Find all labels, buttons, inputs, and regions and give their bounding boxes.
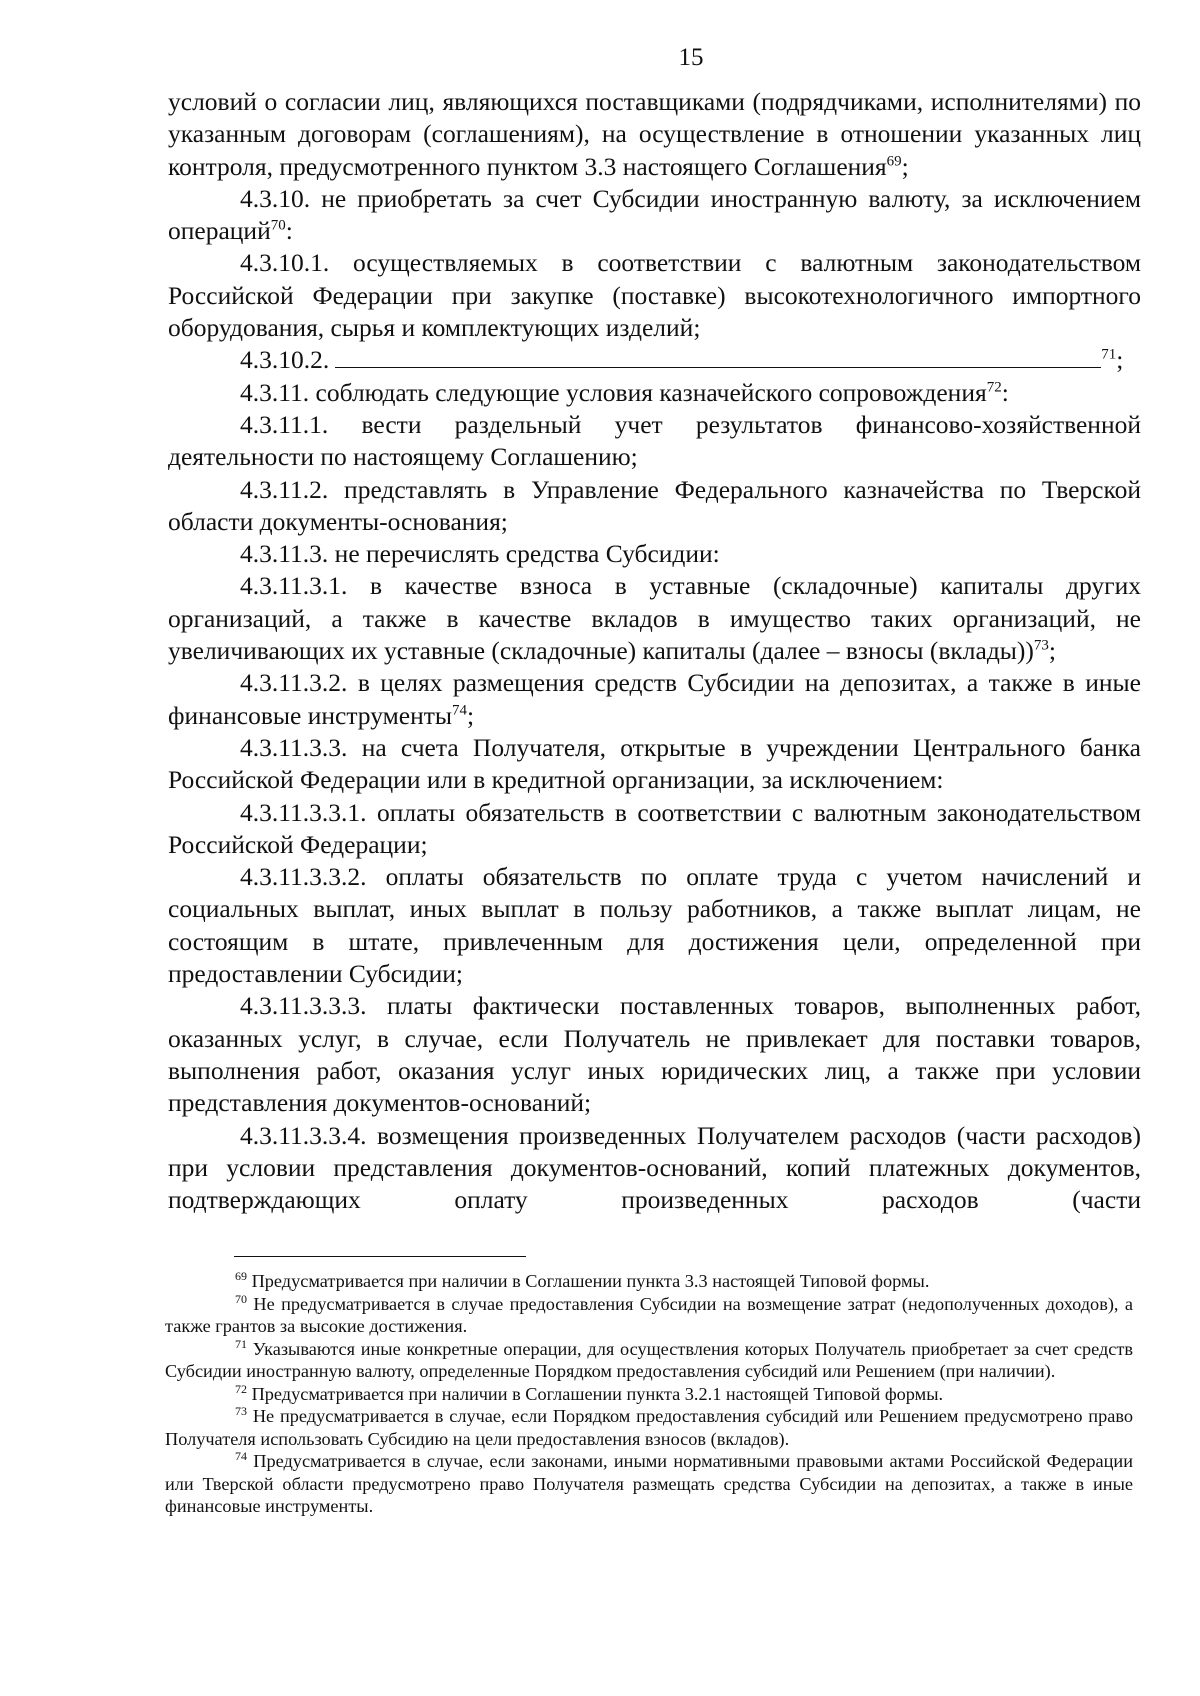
punctuation: : (1001, 377, 1009, 407)
footnote-70 (165, 1293, 1133, 1338)
paragraph-text: 4.3.11. соблюдать следующие условия казначейского сопровождения (240, 377, 987, 407)
paragraph-text: 4.3.11.2. представлять в Управление Федерального казначейства по Тверской области документы-основания; (168, 474, 1141, 536)
footnote-text: Предусматривается при наличии в Соглашении пункта 3.2.1 настоящей Типовой формы. (251, 1383, 944, 1404)
punctuation: : (285, 216, 293, 246)
clause-4-3-11-2 (168, 474, 1141, 539)
paragraph-text: 4.3.10. не приобретать за счет Субсидии иностранную валюту, за исключением операций (168, 183, 1141, 246)
punctuation: ; (1116, 345, 1124, 375)
clause-4-3-11-3-1 (168, 570, 1141, 667)
clause-4-3-11-3-3-2 (168, 861, 1141, 990)
punctuation: ; (901, 151, 909, 181)
paragraph-text: 4.3.11.3.2. в целях размещения средств Субсидии на депозитах, а также в иные финансовые инструменты (168, 668, 1141, 730)
footnote-text: Указываются иные конкретные операции, для осуществления которых Получатель приобретает за счет средств Субсидии иностранную валюту, определенные Порядком предоставления субсидий или Решением (при наличии). (165, 1338, 1133, 1381)
footnote-71 (165, 1338, 1133, 1383)
footnote-74 (165, 1450, 1133, 1518)
footnote-ref: 70 (270, 217, 286, 234)
fill-in-blank-line (335, 366, 1101, 368)
clause-4-3-11-3-3 (168, 732, 1141, 797)
punctuation: ; (467, 700, 475, 730)
paragraph-continuation (168, 86, 1141, 183)
footnote-ref: 74 (452, 702, 467, 719)
page-number: 15 (678, 44, 704, 71)
footnote-73 (165, 1405, 1133, 1450)
paragraph-text: 4.3.11.3.3.4. возмещения произведенных Получателем расходов (части расходов) при условии представления документов-оснований, копий платежных документов, подтверждающих оплату произведенных расходов (части (168, 1120, 1141, 1215)
footnote-text: Не предусматривается в случае предоставления Субсидии на возмещение затрат (недополученных доходов), а также грантов за высокие достижения. (165, 1293, 1133, 1336)
footnote-ref: 69 (886, 153, 902, 170)
clause-4-3-11-3-3-3 (168, 990, 1141, 1119)
paragraph-text: 4.3.10.2. (240, 345, 330, 375)
document-body (168, 86, 1141, 1216)
punctuation: ; (1048, 636, 1056, 666)
footnote-number: 71 (235, 1336, 247, 1351)
paragraph-text: 4.3.11.3.3.1. оплаты обязательств в соответствии с валютным законодательством Российской Федерации; (168, 797, 1141, 859)
footnote-text: Предусматривается при наличии в Соглашении пункта 3.3 настоящей Типовой формы. (251, 1271, 930, 1291)
footnote-number: 74 (235, 1448, 247, 1463)
clause-4-3-11-3-3-4 (168, 1120, 1141, 1217)
footnote-69 (165, 1270, 1133, 1293)
paragraph-text: 4.3.11.3.1. в качестве взноса в уставные (складочные) капиталы других организаций, а также в качестве вкладов в имущество таких организаций, не увеличивающих их уставные (складочные) капиталы (далее – взносы (вклады)) (168, 571, 1141, 666)
paragraph-text: 4.3.11.3.3.2. оплаты обязательств по оплате труда с учетом начислений и социальных выплат, иных выплат в пользу работников, а также выплат лицам, не состоящим в штате, привлеченным для достижения цели, определенной при предоставлении Субсидии; (168, 862, 1141, 989)
footnote-text: Предусматривается в случае, если законами, иными нормативными правовыми актами Российской Федерации или Тверской области предусмотрено право Получателя размещать средства Субсидии на депозитах, а также в иные финансовые инструменты. (165, 1451, 1133, 1516)
clause-4-3-10-1 (168, 247, 1141, 344)
clause-4-3-11-3-2 (168, 667, 1141, 732)
footnote-72 (165, 1383, 1133, 1406)
footnote-number: 69 (235, 1268, 247, 1283)
clause-4-3-11-3-3-1 (168, 797, 1141, 862)
paragraph-text: 4.3.11.3.3.3. платы фактически поставленных товаров, выполненных работ, оказанных услуг, в случае, если Получатель не привлекает для поставки товаров, выполнения работ, оказания услуг иных юридических лиц, а также при условии представления документов-оснований; (168, 991, 1141, 1118)
footnote-separator (234, 1256, 526, 1257)
clause-4-3-11-1 (168, 409, 1141, 474)
clause-4-3-11-3 (168, 538, 1141, 570)
footnote-number: 72 (235, 1381, 247, 1396)
paragraph-text: 4.3.11.3.3. на счета Получателя, открытые в учреждении Центрального банка Российской Федерации или в кредитной организации, за исключением: (168, 732, 1141, 795)
paragraph-text: 4.3.11.1. вести раздельный учет результатов финансово-хозяйственной деятельности по настоящему Соглашению; (168, 409, 1141, 472)
footnote-ref: 73 (1033, 637, 1049, 654)
clause-4-3-11 (168, 377, 1141, 409)
clause-4-3-10 (168, 183, 1141, 248)
footnote-number: 70 (235, 1291, 247, 1306)
paragraph-text: 4.3.10.1. осуществляемых в соответствии с валютным законодательством Российской Федерации при закупке (поставке) высокотехнологичного импортного оборудования, сырья и комплектующих изделий; (168, 248, 1141, 343)
footnote-number: 73 (235, 1403, 247, 1418)
footnote-text: Не предусматривается в случае, если Порядком предоставления субсидий или Решением предусмотрено право Получателя использовать Субсидию на цели предоставления взносов (вкладов). (165, 1406, 1133, 1449)
clause-4-3-10-2 (168, 344, 1141, 376)
paragraph-text: условий о согласии лиц, являющихся поставщиками (подрядчиками, исполнителями) по указанным договорам (соглашениям), на осуществление в отношении указанных лиц контроля, предусмотренного пунктом 3.3 настоящего Соглашения (168, 87, 1141, 181)
footnote-ref: 71 (1101, 346, 1117, 363)
paragraph-text: 4.3.11.3. не перечислять средства Субсидии: (240, 539, 720, 569)
footnotes (165, 1270, 1133, 1518)
footnote-ref: 72 (986, 379, 1002, 396)
